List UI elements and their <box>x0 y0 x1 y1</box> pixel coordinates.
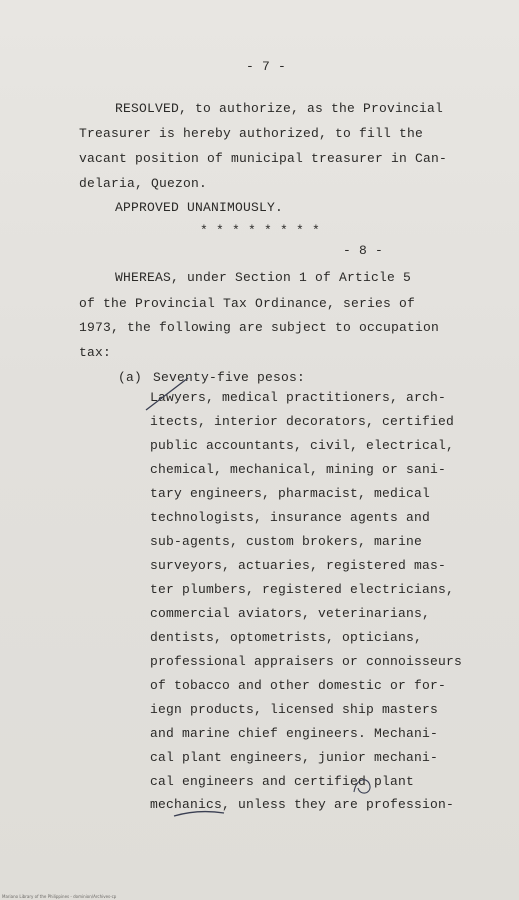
item-a-line-8: surveyors, actuaries, registered mas- <box>150 558 447 573</box>
item-a-line-18: mechanics, unless they are profession- <box>150 797 455 812</box>
item-a-line-17: cal engineers and certified plant <box>150 774 415 789</box>
resolution-line-3: vacant position of municipal treasurer in Can- <box>79 151 448 166</box>
whereas-line-3: 1973, the following are subject to occupation <box>79 320 440 335</box>
item-a-label: (a) <box>118 370 143 385</box>
separator-asterisks: * * * * * * * * <box>200 223 321 238</box>
archive-footer: Mariano Library of the Philippines - dominion/Archives-cp <box>2 894 117 899</box>
item-a-line-12: professional appraisers or connoisseurs <box>150 654 463 669</box>
item-a-line-4: chemical, mechanical, mining or sani- <box>150 462 447 477</box>
item-a-line-15: and marine chief engineers. Mechani- <box>150 726 439 741</box>
item-a-line-14: iegn products, licensed ship masters <box>150 702 439 717</box>
item-a-line-13: of tobacco and other domestic or for- <box>150 678 447 693</box>
item-a-line-11: dentists, optometrists, opticians, <box>150 630 423 645</box>
whereas-line-4: tax: <box>79 345 112 360</box>
item-a-line-3: public accountants, civil, electrical, <box>150 438 455 453</box>
item-a-line-1: Lawyers, medical practitioners, arch- <box>150 390 447 405</box>
whereas-line-2: of the Provincial Tax Ordinance, series of <box>79 296 416 311</box>
item-a-line-7: sub-agents, custom brokers, marine <box>150 534 423 549</box>
item-a-line-2: itects, interior decorators, certified <box>150 414 455 429</box>
page-number: - 7 - <box>246 59 287 74</box>
item-a-line-10: commercial aviators, veterinarians, <box>150 606 431 621</box>
resolution-line-2: Treasurer is hereby authorized, to fill the <box>79 126 424 141</box>
resolution-line-4: delaria, Quezon. <box>79 176 208 191</box>
whereas-line-1: WHEREAS, under Section 1 of Article 5 <box>115 270 412 285</box>
resolution-line-1: RESOLVED, to authorize, as the Provincial <box>115 101 444 116</box>
approved-text: APPROVED UNANIMOUSLY. <box>115 200 284 215</box>
item-a-line-6: technologists, insurance agents and <box>150 510 431 525</box>
item-a-heading: Seventy-five pesos: <box>153 370 306 385</box>
item-a-line-5: tary engineers, pharmacist, medical <box>150 486 431 501</box>
item-a-line-9: ter plumbers, registered electricians, <box>150 582 455 597</box>
section-number: - 8 - <box>343 243 384 258</box>
item-a-line-16: cal plant engineers, junior mechani- <box>150 750 439 765</box>
